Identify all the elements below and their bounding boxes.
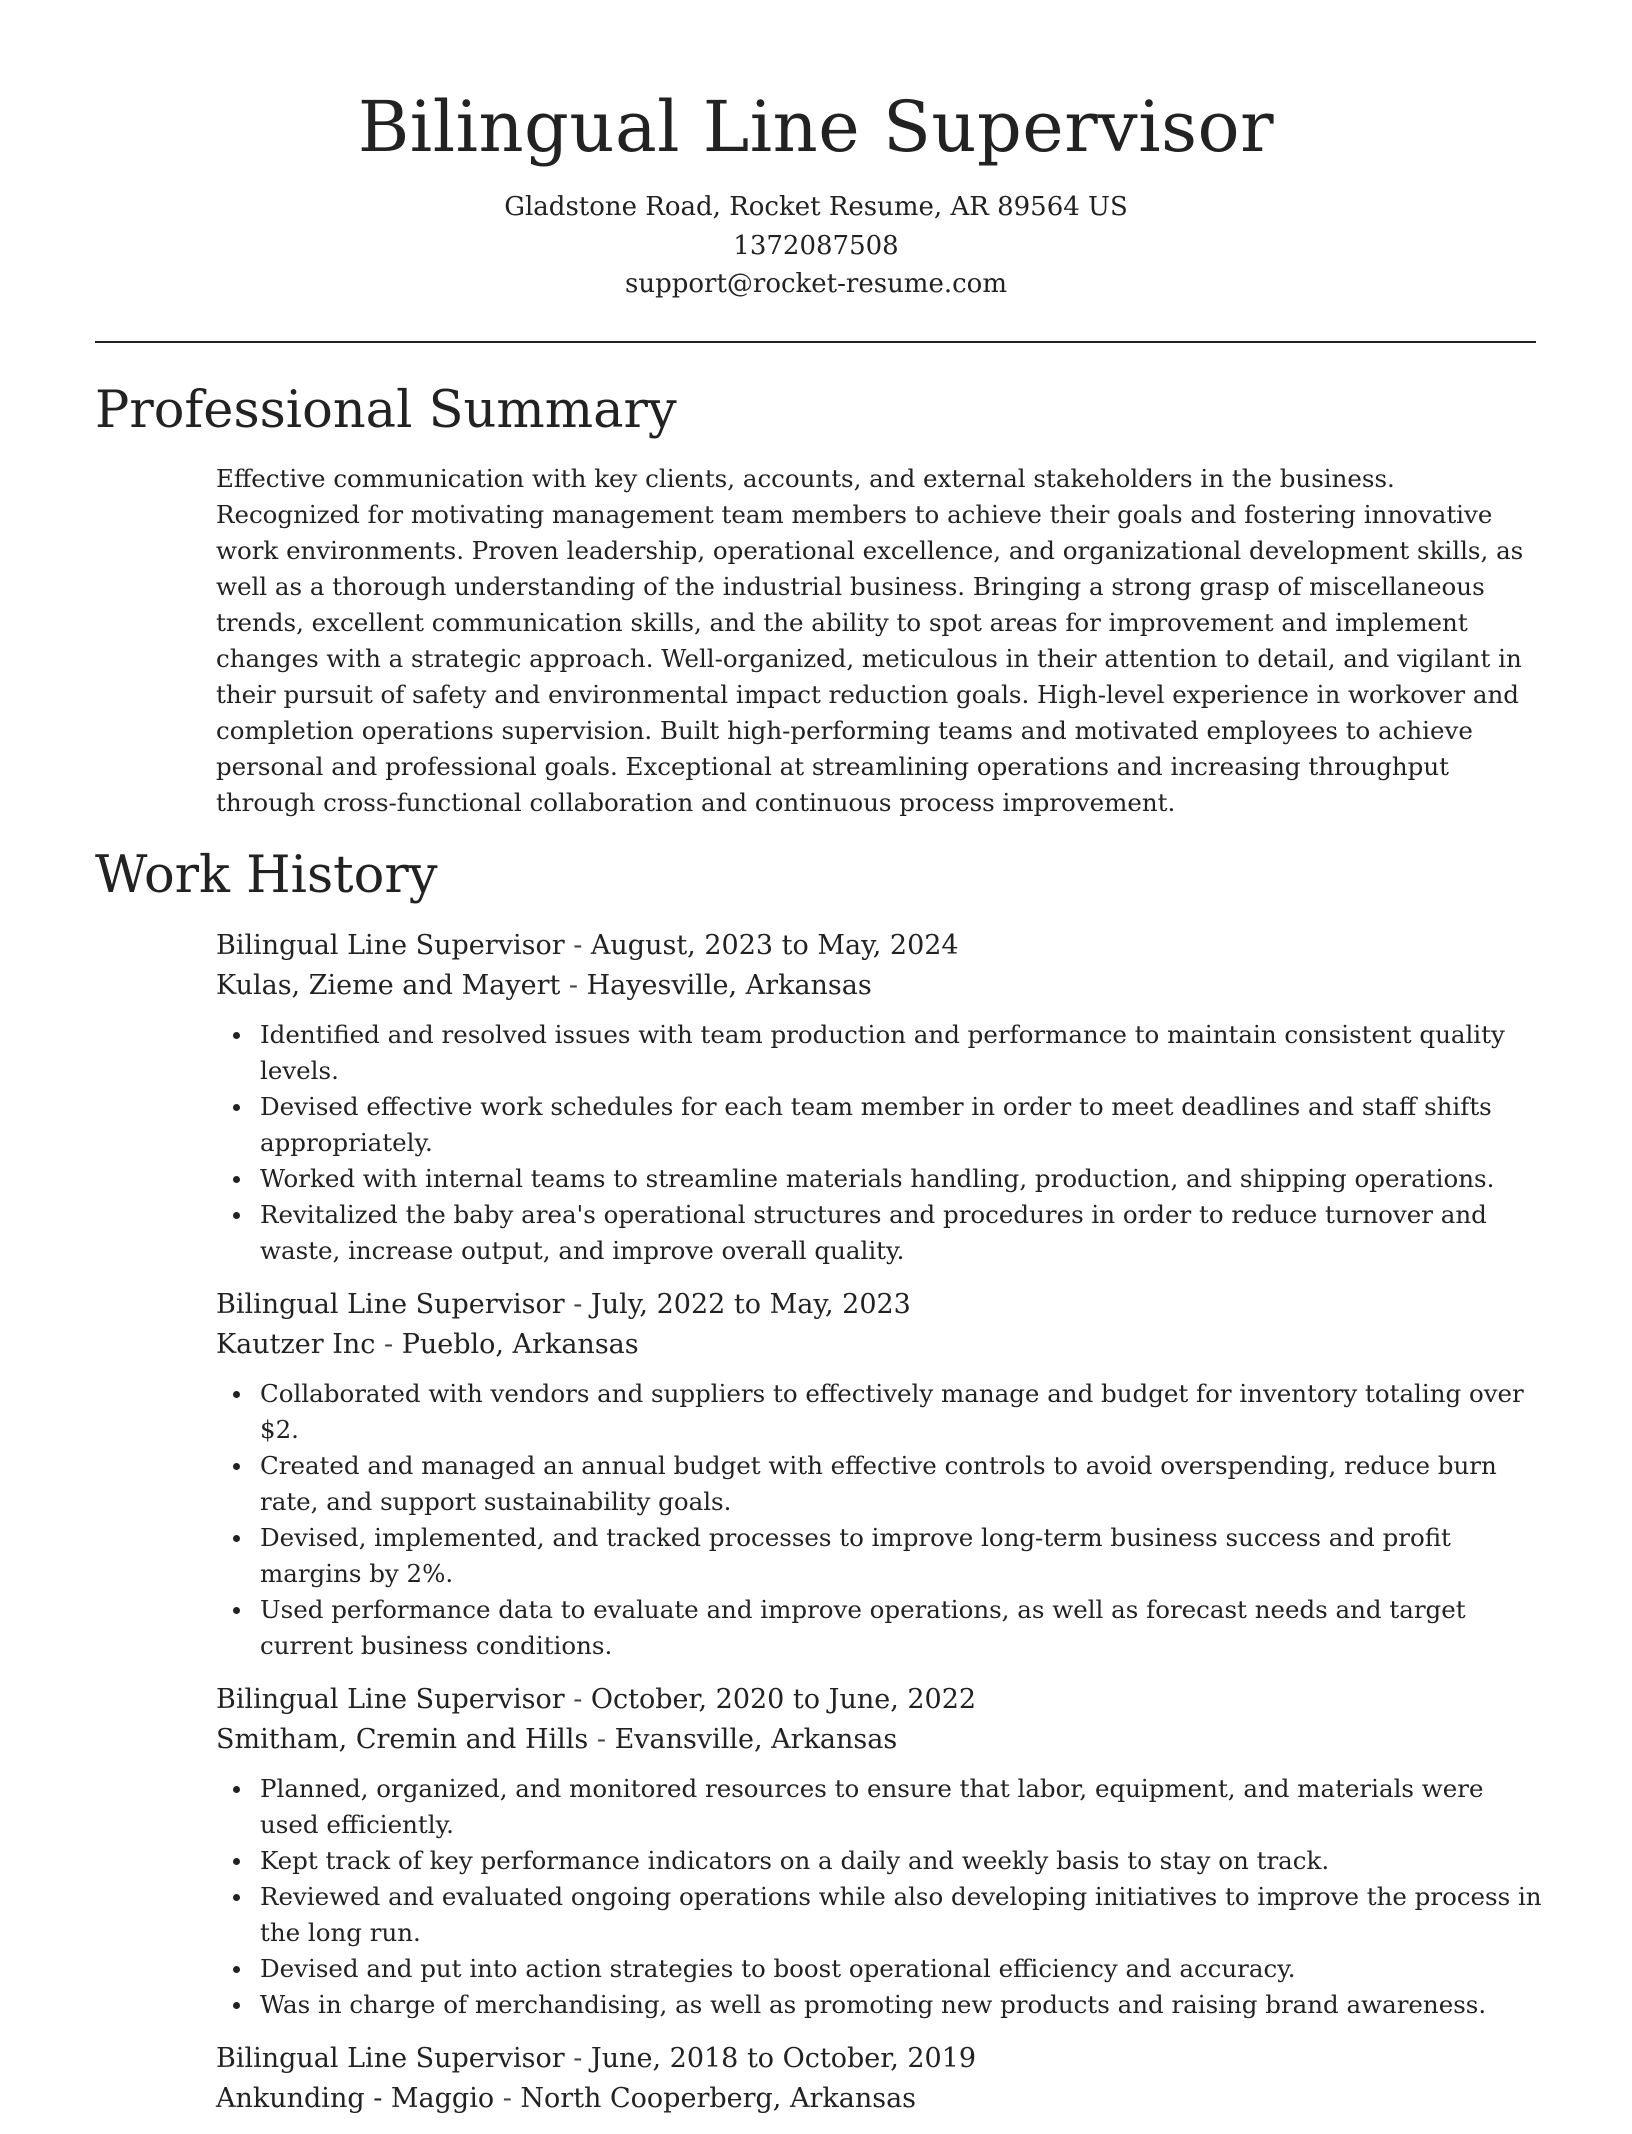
- job-dates: October, 2020 to June, 2022: [590, 1684, 977, 1715]
- resume-header: [0, 82, 1632, 304]
- job-dates: August, 2023 to May, 2024: [590, 930, 959, 961]
- job-bullet: Used performance data to evaluate and improve operations, as well as forecast needs and target current business conditions.: [216, 1592, 1546, 1664]
- job-company: Ankunding - Maggio: [216, 2082, 495, 2114]
- job-company-line: [216, 1325, 1546, 1365]
- job-role-line: [216, 2039, 1546, 2079]
- job-bullet: Revitalized the baby area's operational structures and procedures in order to reduce turnover and waste, increase output, and improve overall quality.: [216, 1197, 1546, 1269]
- job-dates: June, 2018 to October, 2019: [590, 2043, 977, 2074]
- job-bullets: [216, 1376, 1546, 1664]
- job-company-line: [216, 966, 1546, 1006]
- job-company: Smitham, Cremin and Hills: [216, 1723, 589, 1755]
- job-location: Hayesville, Arkansas: [586, 969, 872, 1001]
- job-dates: July, 2022 to May, 2023: [590, 1289, 911, 1320]
- job-entry: [216, 1285, 1546, 1664]
- contact-block: [0, 188, 1632, 304]
- contact-phone: 1372087508: [733, 230, 899, 261]
- job-role: Bilingual Line Supervisor: [216, 1684, 565, 1715]
- job-bullets: [216, 1017, 1546, 1269]
- job-role-line: [216, 1680, 1546, 1720]
- job-location: North Cooperberg, Arkansas: [520, 2082, 917, 2114]
- job-company-line: [216, 1720, 1546, 1760]
- job-bullet: Reviewed and evaluated ongoing operations while also developing initiatives to improve the process in the long run.: [216, 1879, 1546, 1951]
- separator: -: [560, 969, 587, 1001]
- candidate-name: Bilingual Line Supervisor: [357, 86, 1275, 168]
- job-location: Evansville, Arkansas: [614, 1723, 898, 1755]
- work-history-list: [216, 926, 1546, 2134]
- job-role-line: [216, 1285, 1546, 1325]
- separator: -: [564, 2043, 591, 2074]
- job-entry: [216, 1680, 1546, 2023]
- separator: -: [375, 1328, 402, 1360]
- separator: -: [564, 930, 591, 961]
- job-bullet: Collaborated with vendors and suppliers to effectively manage and budget for inventory totaling over $2.: [216, 1376, 1546, 1448]
- job-company-line: [216, 2079, 1546, 2119]
- job-bullet: Devised, implemented, and tracked processes to improve long-term business success and profit margins by 2%.: [216, 1520, 1546, 1592]
- job-bullets: [216, 1771, 1546, 2023]
- job-bullet: Worked with internal teams to streamline materials handling, production, and shipping operations.: [216, 1161, 1546, 1197]
- job-bullet: Planned, organized, and monitored resources to ensure that labor, equipment, and materials were used efficiently.: [216, 1771, 1546, 1843]
- work-history-title: Work History: [95, 846, 438, 905]
- job-role: Bilingual Line Supervisor: [216, 2043, 565, 2074]
- job-role-line: [216, 926, 1546, 966]
- job-bullet: Kept track of key performance indicators on a daily and weekly basis to stay on track.: [216, 1843, 1546, 1879]
- job-bullet: Was in charge of merchandising, as well as promoting new products and raising brand awareness.: [216, 1987, 1546, 2023]
- job-bullet: Created and managed an annual budget with effective controls to avoid overspending, reduce burn rate, and support sustainability goals.: [216, 1448, 1546, 1520]
- job-location: Pueblo, Arkansas: [401, 1328, 639, 1360]
- header-divider: [95, 341, 1536, 343]
- contact-address: Gladstone Road, Rocket Resume, AR 89564 US: [504, 192, 1128, 222]
- job-entry: [216, 2039, 1546, 2118]
- job-role: Bilingual Line Supervisor: [216, 1289, 565, 1320]
- contact-email: support@rocket-resume.com: [624, 269, 1007, 299]
- job-bullet: Devised effective work schedules for each team member in order to meet deadlines and staff shifts appropriately.: [216, 1089, 1546, 1161]
- separator: -: [564, 1684, 591, 1715]
- separator: -: [494, 2082, 521, 2114]
- job-entry: [216, 926, 1546, 1269]
- summary-text: Effective communication with key clients, accounts, and external stakeholders in the business. Recognized for motivating management team members to achieve their goals and fostering innovative work environments. Proven leadership, operational excellence, and organizational development skills, as well as a thorough understanding of the industrial business. Bringing a strong grasp of miscellaneous trends, excellent communication skills, and the ability to spot areas for improvement and implement changes with a strategic approach. Well-organized, meticulous in their attention to detail, and vigilant in their pursuit of safety and environmental impact reduction goals. High-level experience in workover and completion operations supervision. Built high-performing teams and motivated employees to achieve personal and professional goals. Exceptional at streamlining operations and increasing throughput through cross-functional collaboration and continuous process improvement.: [216, 464, 1524, 817]
- job-bullet: Identified and resolved issues with team production and performance to maintain consistent quality levels.: [216, 1017, 1546, 1089]
- job-company: Kulas, Zieme and Mayert: [216, 969, 561, 1001]
- job-bullet: Devised and put into action strategies to boost operational efficiency and accuracy.: [216, 1951, 1546, 1987]
- job-role: Bilingual Line Supervisor: [216, 930, 565, 961]
- summary-title: Professional Summary: [95, 381, 677, 440]
- separator: -: [564, 1289, 591, 1320]
- separator: -: [588, 1723, 615, 1755]
- job-company: Kautzer Inc: [216, 1328, 376, 1360]
